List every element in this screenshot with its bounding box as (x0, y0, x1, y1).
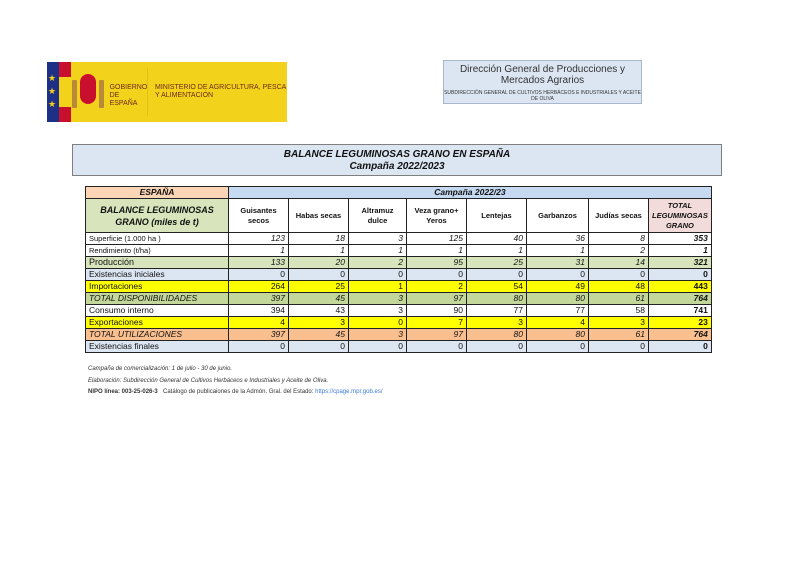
value-cell: 3 (349, 305, 407, 317)
value-cell: 3 (589, 317, 649, 329)
value-cell: 61 (589, 293, 649, 305)
value-cell: 397 (229, 293, 289, 305)
column-header: Altramuz dulce (349, 199, 407, 233)
direccion-title: Dirección General de Producciones y Mercados Agrarios (459, 64, 626, 86)
value-cell: 80 (527, 329, 589, 341)
column-header: Lentejas (467, 199, 527, 233)
value-cell: 90 (407, 305, 467, 317)
value-cell: 0 (407, 269, 467, 281)
value-cell: 48 (589, 281, 649, 293)
value-cell: 80 (467, 293, 527, 305)
value-cell: 1 (527, 245, 589, 257)
value-cell: 97 (407, 293, 467, 305)
column-header-total: TOTAL LEGUMINOSAS GRANO (649, 199, 712, 233)
value-cell: 0 (589, 269, 649, 281)
value-cell: 80 (467, 329, 527, 341)
gobierno-text: GOBIERNO DE ESPAÑA (109, 84, 148, 107)
value-cell: 3 (467, 317, 527, 329)
value-cell: 0 (349, 317, 407, 329)
row-label: Superficie (1.000 ha ) (86, 233, 229, 245)
table-row (86, 341, 712, 353)
row-label: Importaciones (86, 281, 229, 293)
value-cell: 2 (589, 245, 649, 257)
value-cell: 0 (349, 341, 407, 353)
value-cell: 4 (527, 317, 589, 329)
value-cell: 1 (349, 281, 407, 293)
total-cell: 23 (649, 317, 712, 329)
value-cell: 1 (289, 245, 349, 257)
value-cell: 0 (589, 341, 649, 353)
value-cell: 54 (467, 281, 527, 293)
row-label: Exportaciones (86, 317, 229, 329)
value-cell: 3 (349, 233, 407, 245)
ministerio-text: MINISTERIO DE AGRICULTURA, PESCA Y ALIMENTACIÓN (155, 84, 286, 99)
total-cell: 764 (649, 293, 712, 305)
value-cell: 0 (229, 269, 289, 281)
value-cell: 49 (527, 281, 589, 293)
value-cell: 80 (527, 293, 589, 305)
value-cell: 3 (289, 317, 349, 329)
table-row (86, 269, 712, 281)
total-cell: 321 (649, 257, 712, 269)
title-line1: BALANCE LEGUMINOSAS GRANO EN ESPAÑA (283, 149, 511, 160)
value-cell: 25 (289, 281, 349, 293)
balance-table (85, 186, 712, 353)
value-cell: 4 (229, 317, 289, 329)
table-row (86, 305, 712, 317)
value-cell: 133 (229, 257, 289, 269)
value-cell: 0 (407, 341, 467, 353)
campaign-label: Campaña 2022/23 (229, 187, 712, 199)
value-cell: 0 (229, 341, 289, 353)
value-cell: 264 (229, 281, 289, 293)
row-label: Existencias iniciales (86, 269, 229, 281)
row-label: Consumo interno (86, 305, 229, 317)
value-cell: 0 (527, 341, 589, 353)
table-row (86, 233, 712, 245)
direccion-box (443, 60, 642, 104)
value-cell: 123 (229, 233, 289, 245)
star-icon: ★ (48, 86, 57, 96)
column-header: Veza grano+ Yeros (407, 199, 467, 233)
value-cell: 20 (289, 257, 349, 269)
star-icon: ★ (48, 99, 57, 109)
value-cell: 0 (467, 341, 527, 353)
direccion-subtitle: SUBDIRECCIÓN GENERAL DE CULTIVOS HERBÁCEOS E INDUSTRIALES Y ACEITE DE OLIVA (444, 90, 641, 102)
nipo-text: NIPO línea: 003-25-026-3 (88, 389, 158, 395)
row-label: TOTAL UTILIZACIONES (86, 329, 229, 341)
region-label: ESPAÑA (86, 187, 229, 199)
value-cell: 45 (289, 293, 349, 305)
coat-of-arms-icon (71, 62, 106, 122)
total-cell: 0 (649, 341, 712, 353)
star-icon: ★ (48, 73, 57, 83)
value-cell: 1 (407, 245, 467, 257)
column-header: Guisantes secos (229, 199, 289, 233)
table-row (86, 317, 712, 329)
value-cell: 0 (349, 269, 407, 281)
page-title (72, 144, 722, 176)
gobierno-logo (47, 62, 287, 122)
value-cell: 1 (349, 245, 407, 257)
value-cell: 394 (229, 305, 289, 317)
footer-note-elaboracion: Elaboración: Subdirección General de Cultivos Herbáceos e Industriales y Aceite de Oliva. (88, 378, 329, 384)
total-cell: 443 (649, 281, 712, 293)
table-row (86, 281, 712, 293)
value-cell: 43 (289, 305, 349, 317)
value-cell: 0 (467, 269, 527, 281)
value-cell: 36 (527, 233, 589, 245)
total-cell: 741 (649, 305, 712, 317)
total-cell: 353 (649, 233, 712, 245)
value-cell: 61 (589, 329, 649, 341)
footer-note-campaign: Campaña de comercialización: 1 de julio - 30 de junio. (88, 366, 233, 372)
row-header: BALANCE LEGUMINOSAS GRANO (miles de t) (86, 199, 229, 233)
total-cell: 0 (649, 269, 712, 281)
row-label: TOTAL DISPONIBILIDADES (86, 293, 229, 305)
value-cell: 1 (467, 245, 527, 257)
table-row (86, 245, 712, 257)
value-cell: 125 (407, 233, 467, 245)
value-cell: 2 (349, 257, 407, 269)
catalog-link[interactable]: https://cpage.mpr.gob.es/ (315, 389, 383, 395)
table-row (86, 293, 712, 305)
value-cell: 14 (589, 257, 649, 269)
row-label: Existencias finales (86, 341, 229, 353)
column-header: Garbanzos (527, 199, 589, 233)
value-cell: 0 (289, 269, 349, 281)
row-label: Producción (86, 257, 229, 269)
value-cell: 1 (229, 245, 289, 257)
value-cell: 58 (589, 305, 649, 317)
catalog-text: Catálogo de publicaiones de la Admón. Gral. del Estado: (163, 389, 316, 395)
column-header: Habas secas (289, 199, 349, 233)
value-cell: 0 (527, 269, 589, 281)
row-label: Rendimiento (t/ha) (86, 245, 229, 257)
value-cell: 18 (289, 233, 349, 245)
table-row (86, 329, 712, 341)
value-cell: 97 (407, 329, 467, 341)
value-cell: 2 (407, 281, 467, 293)
value-cell: 0 (289, 341, 349, 353)
value-cell: 45 (289, 329, 349, 341)
value-cell: 95 (407, 257, 467, 269)
value-cell: 40 (467, 233, 527, 245)
title-line2: Campaña 2022/2023 (349, 161, 445, 172)
value-cell: 77 (527, 305, 589, 317)
column-header: Judías secas (589, 199, 649, 233)
total-cell: 1 (649, 245, 712, 257)
eu-spain-flag-icon (47, 62, 71, 122)
value-cell: 31 (527, 257, 589, 269)
value-cell: 25 (467, 257, 527, 269)
value-cell: 3 (349, 329, 407, 341)
value-cell: 397 (229, 329, 289, 341)
table-row (86, 257, 712, 269)
value-cell: 8 (589, 233, 649, 245)
footer-nipo-line (88, 389, 382, 395)
total-cell: 764 (649, 329, 712, 341)
value-cell: 77 (467, 305, 527, 317)
value-cell: 7 (407, 317, 467, 329)
value-cell: 3 (349, 293, 407, 305)
